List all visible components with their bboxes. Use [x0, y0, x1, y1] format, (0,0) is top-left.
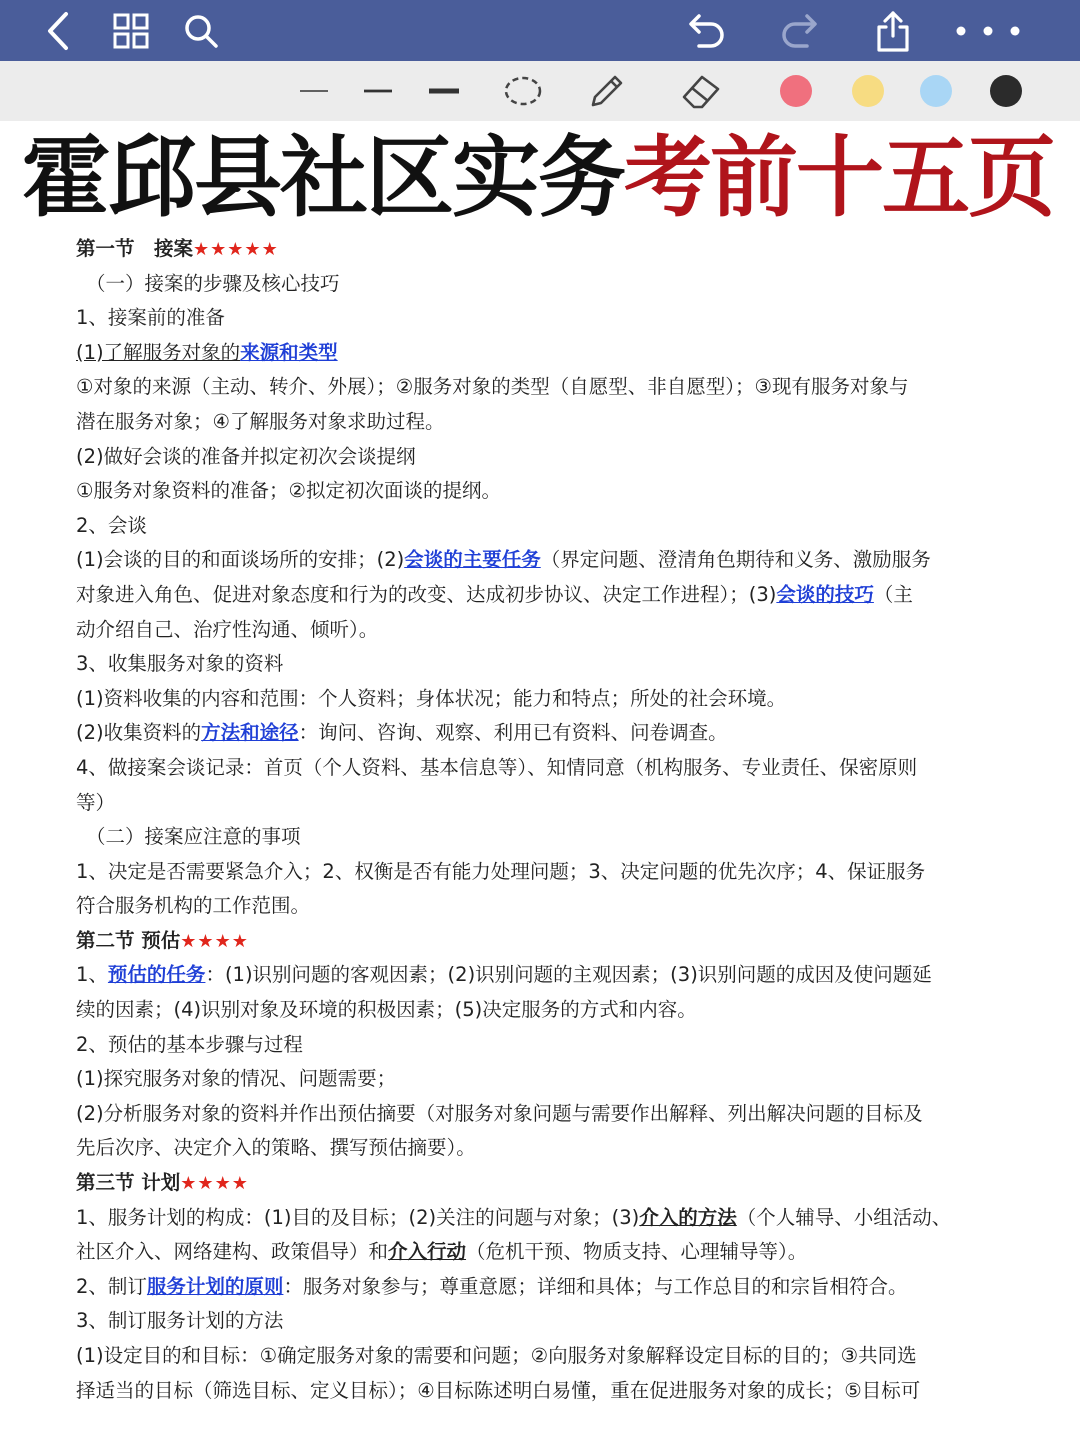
redo-icon[interactable]	[774, 6, 824, 56]
text-line: 2、制订服务计划的原则：服务对象参与；尊重意愿；详细和具体；与工作总目的和宗旨相符合。	[76, 1274, 908, 1298]
text-line: 社区介入、网络建构、政策倡导）和介入行动（危机干预、物质支持、心理辅导等）。	[76, 1240, 808, 1264]
text-line: (1)了解服务对象的来源和类型	[76, 340, 338, 364]
highlight-link[interactable]: 服务计划的原则	[146, 1274, 284, 1298]
text-line: 1、预估的任务：(1)识别问题的客观因素；(2)识别问题的主观因素；(3)识别问题的成因及使问题延	[76, 963, 932, 987]
document-body	[76, 232, 956, 1408]
text-line: 3、收集服务对象的资料	[76, 652, 284, 676]
title-black-part: 霍邱县社区实务	[22, 126, 625, 229]
pen-color-yellow-swatch[interactable]	[848, 67, 888, 115]
rating-stars: ★★★★	[180, 930, 249, 952]
pen-color-pink-swatch[interactable]	[776, 67, 816, 115]
text-line: 等）	[76, 790, 116, 814]
text-line: 择适当的目标（筛选目标、定义目标）；④目标陈述明白易懂，重在促进服务对象的成长；⑤目标可	[76, 1378, 921, 1402]
subsection-heading: （一）接案的步骤及核心技巧	[86, 271, 340, 295]
medium-line-icon[interactable]	[360, 67, 396, 115]
share-icon[interactable]	[868, 6, 918, 56]
text-line: 1、决定是否需要紧急介入；2、权衡是否有能力处理问题；3、决定问题的优先次序；4、保证服务	[76, 859, 926, 883]
text-line: 符合服务机构的工作范围。	[76, 894, 311, 918]
text-line: 4、做接案会谈记录：首页（个人资料、基本信息等）、知情同意（机构服务、专业责任、保密原则	[76, 755, 918, 779]
text-line: 续的因素；(4)识别对象及环境的积极因素；(5)决定服务的方式和内容。	[76, 998, 697, 1022]
text-line: 对象进入角色、促进对象态度和行为的改变、达成初步协议、决定工作进程）；(3)会谈的技巧（主	[76, 582, 913, 606]
section-heading: 第二节 预估★★★★	[76, 928, 249, 952]
text-line: 1、服务计划的构成：(1)目的及目标；(2)关注的问题与对象；(3)介入的方法（个人辅导、小组活动、	[76, 1205, 952, 1229]
bold-underlined-term: 介入的方法	[639, 1205, 737, 1229]
text-line: 先后次序、决定介入的策略、撰写预估摘要）。	[76, 1136, 476, 1160]
more-icon[interactable]	[950, 6, 1026, 56]
back-icon[interactable]	[34, 6, 84, 56]
top-app-bar	[0, 0, 1080, 61]
text-line: 2、预估的基本步骤与过程	[76, 1032, 303, 1056]
text-line: 动介绍自己、治疗性沟通、倾听）。	[76, 617, 379, 641]
thick-line-icon[interactable]	[424, 67, 464, 115]
highlight-link[interactable]: 会谈的主要任务	[404, 548, 541, 572]
rating-stars: ★★★★★	[193, 239, 279, 260]
text-line: ①服务对象资料的准备；②拟定初次面谈的提纲。	[76, 479, 501, 503]
drawing-toolbar	[0, 61, 1080, 121]
text-line: 潜在服务对象；④了解服务对象求助过程。	[76, 409, 445, 433]
text-line: (2)做好会谈的准备并拟定初次会谈提纲	[76, 444, 416, 468]
pen-color-blue-swatch[interactable]	[916, 67, 956, 115]
highlight-link[interactable]: 来源和类型	[240, 340, 338, 364]
eraser-icon[interactable]	[676, 67, 726, 115]
lasso-select-icon[interactable]	[500, 67, 546, 115]
text-line: 3、制订服务计划的方法	[76, 1309, 284, 1333]
pen-color-black-swatch[interactable]	[986, 67, 1026, 115]
highlight-link[interactable]: 方法和途径	[201, 721, 299, 745]
text-line: (2)分析服务对象的资料并作出预估摘要（对服务对象问题与需要作出解释、列出解决问题的目标及	[76, 1101, 923, 1125]
text-line: 1、接案前的准备	[76, 306, 225, 330]
highlight-link[interactable]: 预估的任务	[107, 963, 206, 987]
text-line: (1)探究服务对象的情况、问题需要；	[76, 1067, 397, 1091]
search-icon[interactable]	[176, 6, 226, 56]
text-line: ①对象的来源（主动、转介、外展）；②服务对象的类型（自愿型、非自愿型）；③现有服务对象与	[76, 375, 909, 399]
grid-icon[interactable]	[106, 6, 156, 56]
pencil-icon[interactable]	[584, 67, 630, 115]
undo-icon[interactable]	[682, 6, 732, 56]
highlight-link[interactable]: 会谈的技巧	[776, 582, 874, 606]
thin-line-icon[interactable]	[296, 67, 332, 115]
subsection-heading: （二）接案应注意的事项	[86, 825, 301, 849]
text-line: (1)会谈的目的和面谈场所的安排；(2)会谈的主要任务（界定问题、澄清角色期待和义务、激励服务	[76, 548, 931, 572]
rating-stars: ★★★★	[180, 1173, 249, 1195]
section-heading: 第三节 计划★★★★	[76, 1171, 249, 1195]
text-line: (2)收集资料的方法和途径：询问、咨询、观察、利用已有资料、问卷调查。	[76, 721, 728, 745]
bold-underlined-term: 介入行动	[388, 1240, 467, 1264]
section-heading: 第一节 接案★★★★★	[76, 237, 279, 260]
text-line: (1)资料收集的内容和范围：个人资料；身体状况；能力和特点；所处的社会环境。	[76, 686, 787, 710]
text-line: (1)设定目的和目标：①确定服务对象的需要和问题；②向服务对象解释设定目标的目的；③共同选	[76, 1344, 917, 1367]
page-title	[22, 128, 1072, 228]
title-red-part: 考前十五页	[624, 126, 1055, 229]
text-line: 2、会谈	[76, 513, 147, 537]
